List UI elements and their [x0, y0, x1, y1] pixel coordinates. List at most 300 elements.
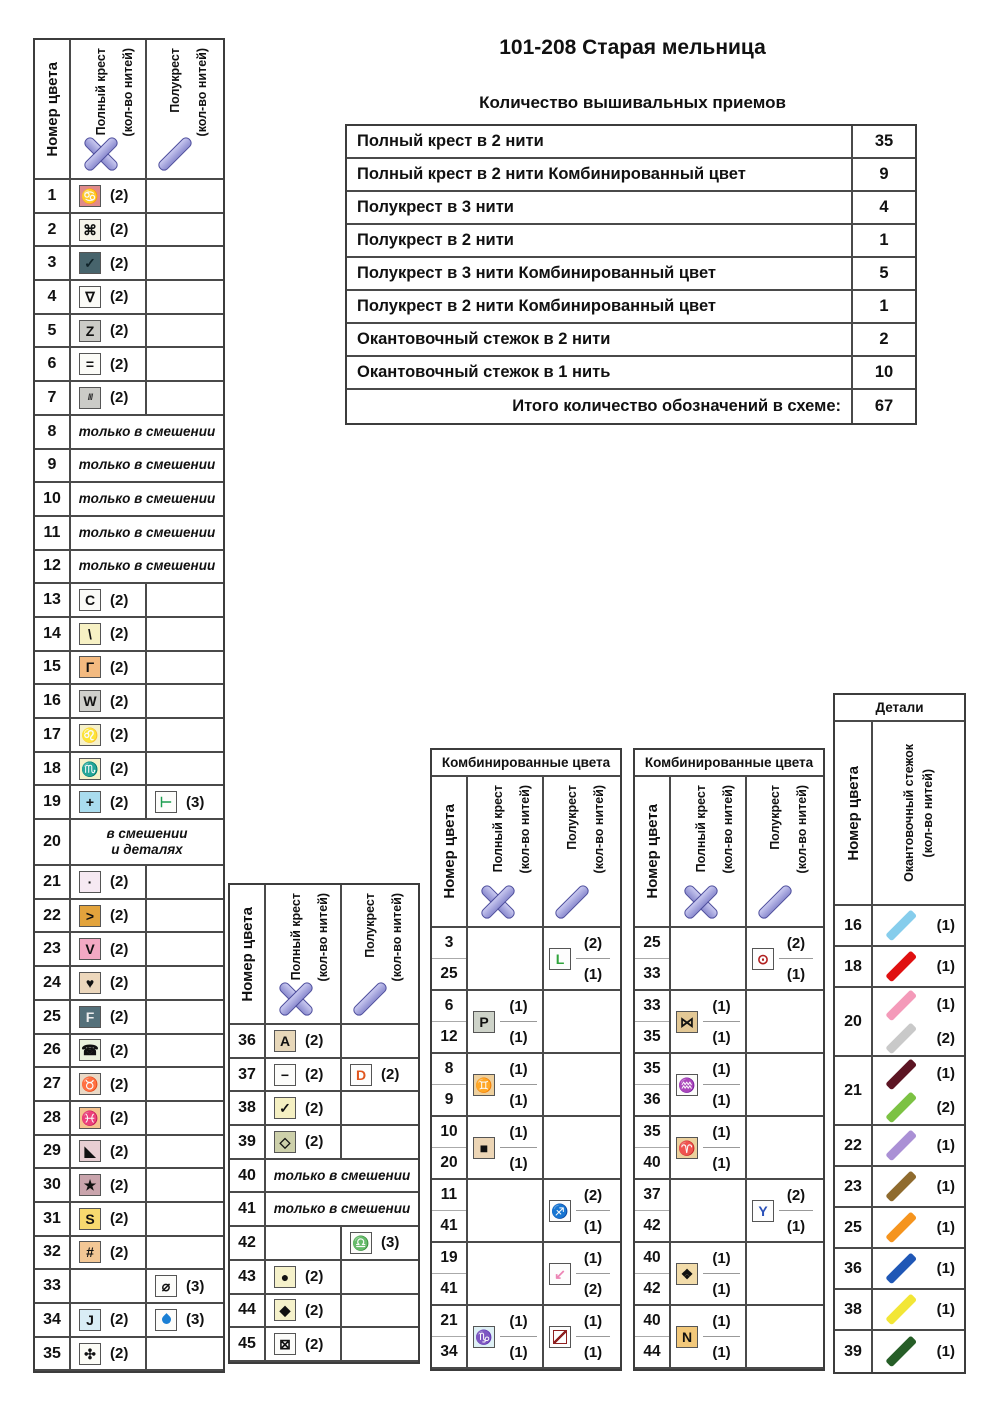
color-number: 36: [835, 1249, 873, 1288]
bottom-color-number: 42: [643, 1280, 661, 1297]
half-cross-cell: [342, 1126, 413, 1158]
symbol-glyph: ∇: [85, 288, 95, 305]
color-row-45: [230, 1328, 418, 1362]
symbol-box: [79, 1039, 101, 1061]
half-cross-cell: [342, 1059, 413, 1091]
backstitch-stroke: [885, 1130, 916, 1161]
fraction-symbol: [473, 1306, 495, 1367]
details-title: Детали: [835, 695, 964, 722]
mix-note: [71, 450, 223, 482]
combined-group-35-40: [635, 1117, 823, 1180]
symbol-box: [79, 1107, 101, 1129]
details-row-21: [835, 1057, 964, 1126]
color-number: 22: [35, 900, 71, 932]
details-row-25: [835, 1208, 964, 1249]
summary-row: [347, 258, 915, 291]
summary-row: [347, 324, 915, 357]
thread-count: (2): [110, 625, 129, 643]
symbol-box: [676, 1011, 698, 1033]
bottom-thread-count: (1): [712, 1343, 731, 1361]
combined-group-35-36: [635, 1054, 823, 1117]
vertical-column-label: (кол-во нитей): [120, 48, 135, 137]
summary-value: 2: [879, 330, 889, 348]
summary-value: 9: [879, 165, 889, 183]
color-number: 27: [35, 1068, 71, 1100]
bottom-thread-count: (1): [509, 1154, 528, 1172]
symbol-glyph: D: [355, 1066, 367, 1083]
fraction-values: [703, 991, 740, 1052]
half-cross-cell: [747, 928, 818, 989]
thread-count: (2): [110, 591, 129, 609]
bottom-thread-count: (1): [583, 1217, 603, 1235]
symbol-glyph: J: [86, 1311, 94, 1328]
symbol-glyph: ·: [87, 873, 93, 890]
full-cross-header-stack: [682, 785, 720, 926]
symbol-glyph: ⌀: [161, 1278, 171, 1295]
color-number: 31: [35, 1203, 71, 1235]
fraction-values: [500, 1306, 537, 1367]
backstitch-entry: [873, 1126, 964, 1165]
full-cross-cell: [266, 1025, 342, 1057]
full-cross-cell: [71, 652, 147, 684]
mix-note-line: только в смешении: [273, 1167, 411, 1183]
symbol-box: [473, 1137, 495, 1159]
full-cross-cell: [71, 866, 147, 898]
backstitch-entries: [873, 947, 964, 986]
symbol-box: [79, 724, 101, 746]
full-cross-cell: [71, 1035, 147, 1067]
symbol-box: [350, 1064, 372, 1086]
bottom-thread-count: (1): [509, 1343, 528, 1361]
color-number: 14: [35, 618, 71, 650]
symbol-glyph: P: [479, 1013, 489, 1030]
full-cross-cell: [71, 315, 147, 347]
symbol-glyph: ♌: [81, 726, 99, 743]
column-header-full-cross: [266, 885, 342, 1023]
bottom-color-number: 41: [440, 1217, 458, 1234]
full-cross-cell: [71, 247, 147, 279]
full-cross-cell: [71, 348, 147, 380]
fraction-values: [500, 991, 537, 1052]
symbol-glyph: ◆: [279, 1302, 291, 1319]
full-cross-header-stack: [277, 893, 315, 1023]
bottom-thread-count: (1): [583, 965, 603, 983]
thread-count: (2): [936, 1029, 955, 1047]
full-cross-cell: [468, 928, 544, 989]
full-cross-cell: [266, 1328, 342, 1360]
half-cross-cell: [544, 1306, 615, 1367]
fraction-values: [500, 1117, 537, 1178]
backstitch-stroke: [885, 1092, 916, 1123]
fraction-values: [576, 1180, 610, 1241]
full-cross-cell: [71, 382, 147, 414]
color-number: 16: [35, 685, 71, 717]
symbol-glyph: ❖: [680, 1265, 694, 1282]
summary-label: Полукрест в 3 нити: [347, 192, 853, 223]
symbol-box: [79, 1073, 101, 1095]
thread-count: (2): [110, 1041, 129, 1059]
symbol-box: [79, 320, 101, 342]
color-number: 2: [35, 214, 71, 246]
details-backstitch-table: [833, 693, 966, 1374]
vertical-column-label: (кол-во нитей): [920, 768, 935, 858]
symbol-box: [79, 791, 101, 813]
symbol-box: [79, 656, 101, 678]
combined-group-6-12: [432, 991, 620, 1054]
symbol-glyph: V: [85, 941, 95, 958]
mix-note: [71, 517, 223, 549]
thread-count: (2): [110, 389, 129, 407]
fraction-symbol: [676, 1054, 698, 1115]
summary-label: Итого количество обозначений в схеме:: [347, 390, 853, 423]
mix-note: [266, 1193, 418, 1225]
top-color-number: 11: [432, 1180, 466, 1211]
color-number: 32: [35, 1237, 71, 1269]
color-row-30: [35, 1169, 223, 1203]
summary-value: 4: [879, 198, 889, 216]
top-thread-count: (2): [576, 928, 610, 959]
symbol-box: [79, 252, 101, 274]
color-number: 38: [230, 1092, 266, 1124]
color-number: 40: [230, 1160, 266, 1192]
full-cross-cell: [71, 1001, 147, 1033]
color-row-32: [35, 1237, 223, 1271]
symbol-glyph: S: [85, 1210, 95, 1227]
vertical-column-label: (кол-во нитей): [592, 785, 607, 874]
backstitch-entries: [873, 1126, 964, 1165]
thread-count: (2): [110, 322, 129, 340]
thread-count: (2): [305, 1066, 324, 1084]
top-thread-count: (1): [500, 991, 537, 1022]
backstitch-entries: [873, 1249, 964, 1288]
half-cross-cell: [147, 1270, 218, 1302]
symbol-glyph: ★: [83, 1177, 97, 1194]
full-cross-cell: [71, 786, 147, 818]
combined-group-11-41: [432, 1180, 620, 1243]
backstitch-stroke: [885, 989, 916, 1020]
fraction-symbol: [549, 1306, 571, 1367]
fraction-symbol: [549, 1180, 571, 1241]
half-cross-cell: [147, 382, 218, 414]
full-cross-cell: [266, 1295, 342, 1327]
backstitch-entries: [873, 1167, 964, 1206]
thread-count: (2): [110, 1176, 129, 1194]
thread-count: (2): [110, 1210, 129, 1228]
half-cross-cell: [147, 618, 218, 650]
symbol-glyph: ♎: [352, 1234, 370, 1251]
full-cross-cell: [71, 180, 147, 212]
symbol-box: [752, 1200, 774, 1222]
full-cross-cell: [71, 1270, 147, 1302]
thread-count: (2): [110, 1008, 129, 1026]
color-row-24: [35, 967, 223, 1001]
color-row-42: [230, 1227, 418, 1261]
symbol-box: [549, 948, 571, 970]
bottom-color-number: 36: [643, 1091, 661, 1108]
symbol-box: [79, 758, 101, 780]
half-cross-cell: [147, 247, 218, 279]
bottom-color-number: 35: [643, 1028, 661, 1045]
symbol-glyph: >: [85, 907, 95, 924]
symbol-box: [155, 1309, 177, 1331]
color-number: 23: [35, 933, 71, 965]
full-cross-cell: [71, 1203, 147, 1235]
combined-color-numbers: [635, 1180, 671, 1241]
combined-group-33-35: [635, 991, 823, 1054]
half-cross-cell: [147, 866, 218, 898]
color-number: 26: [35, 1035, 71, 1067]
color-number: 9: [35, 450, 71, 482]
full-cross-cell: [266, 1261, 342, 1293]
column-header-full-cross: [468, 777, 544, 926]
top-color-number: 19: [432, 1243, 466, 1274]
summary-row: [347, 159, 915, 192]
color-number: 21: [35, 866, 71, 898]
top-thread-count: (2): [779, 1180, 813, 1211]
symbol-glyph: ♉: [81, 1076, 99, 1093]
thread-count: (2): [110, 1142, 129, 1160]
bottom-thread-count: (1): [509, 1091, 528, 1109]
color-number: 35: [35, 1338, 71, 1370]
full-cross-cell: [266, 1126, 342, 1158]
symbol-glyph: +: [85, 794, 95, 811]
half-cross-header-stack: [553, 785, 591, 926]
symbol-glyph: ◣: [84, 1143, 96, 1160]
top-color-number: 6: [432, 991, 466, 1022]
column-header-full-cross: [71, 40, 147, 178]
summary-row: [347, 192, 915, 225]
symbol-box: [155, 791, 177, 813]
half-cross-cell: [147, 1001, 218, 1033]
backstitch-stroke: [885, 1171, 916, 1202]
color-row-27: [35, 1068, 223, 1102]
symbol-box: [79, 1309, 101, 1331]
symbol-box: [79, 353, 101, 375]
half-cross-cell: [147, 214, 218, 246]
symbol-box: [676, 1074, 698, 1096]
full-cross-icon: [277, 983, 315, 1015]
color-number: 30: [35, 1169, 71, 1201]
half-cross-cell: [147, 967, 218, 999]
backstitch-entry: [873, 1208, 964, 1247]
half-cross-cell: [544, 928, 615, 989]
summary-value: 1: [879, 297, 889, 315]
symbol-box: [79, 1006, 101, 1028]
fraction-symbol: [473, 1117, 495, 1178]
symbol-box: [79, 219, 101, 241]
fraction-symbol: [676, 1243, 698, 1304]
vertical-column-label: Полный крест: [93, 48, 108, 136]
combined-color-numbers: [432, 1054, 468, 1115]
bottom-thread-count: (2): [583, 1280, 603, 1298]
symbol-glyph: ⊙: [757, 950, 769, 967]
backstitch-entry: [873, 988, 964, 1022]
symbol-glyph: ☎: [81, 1042, 99, 1059]
full-cross-cell: [671, 991, 747, 1052]
color-table-36-45: [228, 883, 420, 1364]
half-cross-cell: [544, 1180, 615, 1241]
bottom-thread-count: (1): [712, 1154, 731, 1172]
symbol-glyph: =: [85, 356, 95, 373]
symbol-glyph: ♓: [81, 1109, 99, 1126]
symbol-glyph: Γ: [85, 659, 95, 676]
fraction-symbol: [752, 928, 774, 989]
full-cross-cell: [71, 618, 147, 650]
thread-count: (2): [110, 221, 129, 239]
thread-count: (1): [936, 996, 955, 1014]
thread-count: (2): [936, 1098, 955, 1116]
symbol-box: [274, 1333, 296, 1355]
details-row-38: [835, 1290, 964, 1331]
summary-subtitle: Количество вышивальных приемов: [479, 93, 786, 112]
fraction-symbol: [752, 1180, 774, 1241]
thread-count: (1): [936, 1219, 955, 1236]
full-cross-cell: [266, 1059, 342, 1091]
backstitch-entry: [873, 947, 964, 986]
full-cross-cell: [468, 1243, 544, 1304]
color-number: 6: [35, 348, 71, 380]
table-header-row: [635, 777, 823, 928]
top-color-number: 3: [432, 928, 466, 959]
summary-value: 1: [879, 231, 889, 249]
half-cross-cell: [747, 1117, 818, 1178]
full-cross-cell: [71, 719, 147, 751]
symbol-glyph: \: [88, 625, 92, 642]
mix-only-row-12: [35, 551, 223, 585]
symbol-box: [79, 589, 101, 611]
symbol-box: [79, 623, 101, 645]
symbol-glyph: F: [85, 1008, 95, 1025]
full-cross-icon: [82, 138, 120, 170]
symbol-glyph: ♒: [678, 1076, 696, 1093]
mix-note-line: только в смешении: [78, 558, 216, 574]
half-cross-cell: [342, 1295, 413, 1327]
symbol-glyph: ↙: [554, 1265, 566, 1282]
mix-note: [71, 483, 223, 515]
combined-group-3-25: [432, 928, 620, 991]
combined-group-21-34: [432, 1306, 620, 1369]
mix-only-row-8: [35, 416, 223, 450]
vertical-column-label: Полный крест: [490, 785, 505, 873]
color-row-37: [230, 1059, 418, 1093]
symbol-glyph: N: [681, 1328, 693, 1345]
color-row-4: [35, 281, 223, 315]
mix-note-line: только в смешении: [78, 423, 216, 439]
fraction-symbol: [549, 1243, 571, 1304]
symbol-glyph: ⊢: [159, 794, 173, 811]
bottom-color-number: 41: [440, 1280, 458, 1297]
half-cross-cell: [147, 1237, 218, 1269]
bottom-color-number: 9: [444, 1091, 454, 1108]
half-cross-header-stack: [156, 48, 194, 178]
top-thread-count: (1): [703, 1117, 740, 1148]
fraction-values: [703, 1243, 740, 1304]
color-number: 15: [35, 652, 71, 684]
full-cross-cell: [71, 281, 147, 313]
color-row-38: [230, 1092, 418, 1126]
fraction-values: [703, 1306, 740, 1367]
color-row-39: [230, 1126, 418, 1160]
mix-note: [71, 820, 223, 864]
half-cross-cell: [342, 1261, 413, 1293]
top-thread-count: (1): [500, 1306, 537, 1337]
bottom-thread-count: (1): [509, 1028, 528, 1046]
combined-group-10-20: [432, 1117, 620, 1180]
full-cross-cell: [468, 1117, 544, 1178]
color-row-29: [35, 1136, 223, 1170]
half-cross-header-stack: [351, 893, 389, 1023]
color-number: 45: [230, 1328, 266, 1360]
color-row-34: [35, 1304, 223, 1338]
fraction-values: [576, 1243, 610, 1304]
color-row-1: [35, 180, 223, 214]
color-number: 36: [230, 1025, 266, 1057]
thread-count: (2): [110, 1311, 129, 1329]
top-color-number: 40: [635, 1306, 669, 1337]
top-thread-count: (1): [576, 1243, 610, 1274]
full-cross-header-stack: [479, 785, 517, 926]
bottom-color-number: 20: [440, 1154, 458, 1171]
top-color-number: 40: [635, 1243, 669, 1274]
color-number: 13: [35, 584, 71, 616]
full-cross-cell: [71, 900, 147, 932]
color-number: 44: [230, 1295, 266, 1327]
vertical-column-label: (кол-во нитей): [390, 893, 405, 982]
thread-count: (2): [110, 1243, 129, 1261]
symbol-box: [274, 1131, 296, 1153]
thread-count: (2): [110, 873, 129, 891]
symbol-glyph: ♈: [678, 1139, 696, 1156]
color-number: 20: [835, 988, 873, 1055]
fraction-symbol: [676, 1306, 698, 1367]
color-number: 7: [35, 382, 71, 414]
symbol-glyph: ♑: [475, 1328, 493, 1345]
fraction-values: [779, 928, 813, 989]
half-cross-cell: [544, 1054, 615, 1115]
details-row-23: [835, 1167, 964, 1208]
top-thread-count: (1): [500, 1117, 537, 1148]
half-cross-cell: [544, 1117, 615, 1178]
thread-count: (2): [305, 1133, 324, 1151]
color-number: 29: [35, 1136, 71, 1168]
half-cross-cell: [747, 1243, 818, 1304]
table-header-row: [230, 885, 418, 1025]
symbol-box: [79, 690, 101, 712]
half-cross-cell: [747, 1306, 818, 1367]
top-thread-count: (2): [576, 1180, 610, 1211]
thread-count: (1): [936, 1301, 955, 1318]
color-number: 42: [230, 1227, 266, 1259]
color-number: 19: [35, 786, 71, 818]
full-cross-cell: [71, 214, 147, 246]
mix-note: [71, 416, 223, 448]
combined-color-numbers: [432, 1117, 468, 1178]
full-cross-cell: [266, 1092, 342, 1124]
vertical-column-label: Полукрест: [363, 893, 377, 958]
color-row-25: [35, 1001, 223, 1035]
fraction-values: [779, 1180, 813, 1241]
color-row-36: [230, 1025, 418, 1059]
mix-note-line: только в смешении: [78, 457, 216, 473]
full-cross-cell: [71, 1237, 147, 1269]
color-row-21: [35, 866, 223, 900]
column-header-half-cross: [747, 777, 818, 926]
thread-count: (2): [305, 1032, 324, 1050]
thread-count: (1): [936, 917, 955, 934]
vertical-column-label: Номер цвета: [43, 61, 61, 157]
color-row-44: [230, 1295, 418, 1329]
full-cross-cell: [71, 1304, 147, 1336]
